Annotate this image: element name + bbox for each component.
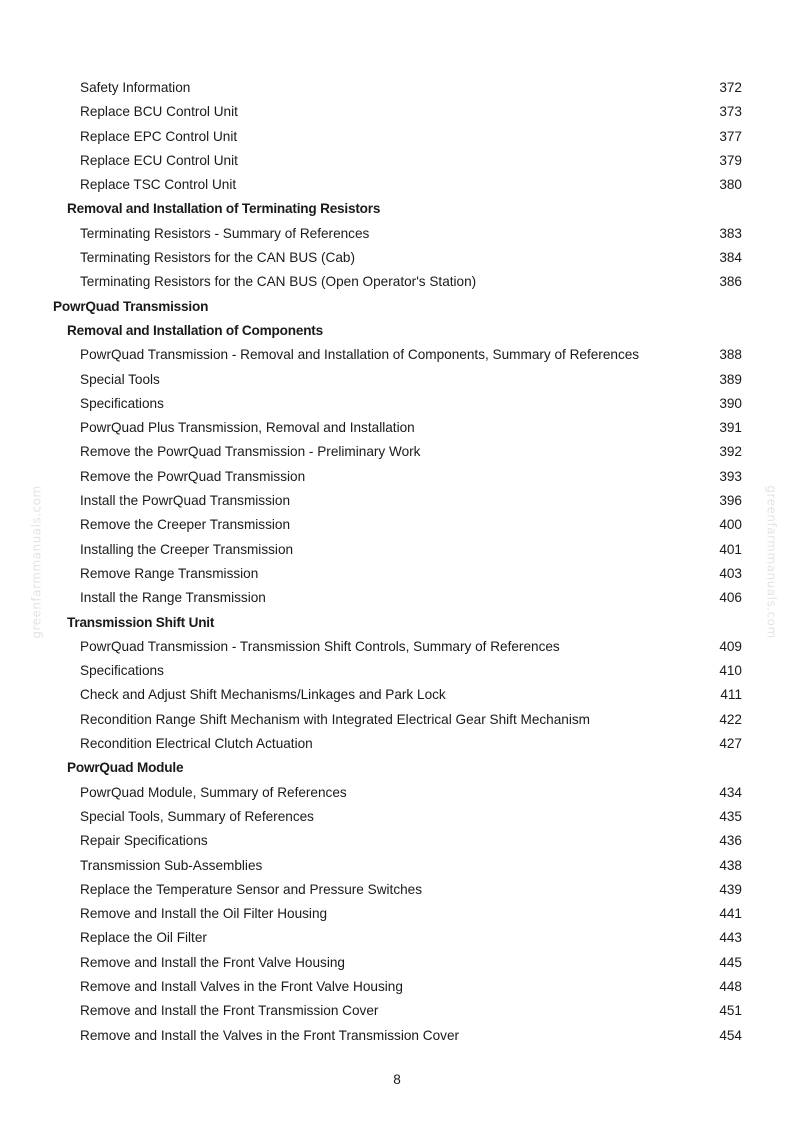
toc-entry-title: PowrQuad Transmission - Removal and Installation of Components, Summary of References [80,347,640,363]
toc-entry-title: Remove and Install the Front Transmission Cover [80,1003,379,1019]
toc-entry-page-number: 443 [719,930,742,946]
toc-entry-title: Remove Range Transmission [80,565,259,581]
toc-entry[interactable] [0,465,794,489]
toc-entry-page-number: 389 [719,371,742,387]
toc-entry-page-number: 388 [719,347,742,363]
toc-entry-title: Remove the Creeper Transmission [80,517,291,533]
toc-entry[interactable] [0,489,794,513]
toc-entry-title: Terminating Resistors for the CAN BUS (Cab) [80,250,355,266]
toc-entry-page-number: 379 [719,152,742,168]
toc-entry[interactable] [0,392,794,416]
toc-entry-title: Remove and Install Valves in the Front Valve Housing [80,978,403,994]
toc-entry[interactable] [0,1024,794,1048]
toc-entry[interactable] [0,659,794,683]
toc-entry[interactable] [0,562,794,586]
page-number: 8 [393,1072,401,1087]
toc-entry-title: Check and Adjust Shift Mechanisms/Linkages and Park Lock [80,687,446,703]
toc-entry[interactable] [0,270,794,294]
toc-entry-page-number: 400 [719,517,742,533]
toc-entry[interactable] [0,586,794,610]
toc-entry-title: Install the Range Transmission [80,590,266,606]
toc-entry-page-number: 383 [719,225,742,241]
toc-entry[interactable] [0,149,794,173]
toc-entry[interactable] [0,781,794,805]
toc-entry-title: Special Tools, Summary of References [80,808,314,824]
toc-entry-page-number: 377 [719,128,742,144]
toc-entry-title: PowrQuad Transmission - Transmission Shift Controls, Summary of References [80,638,560,654]
watermark-left: greenfarmmanuals.com [29,485,44,639]
toc-entry-title: Transmission Sub-Assemblies [80,857,263,873]
toc-entry-page-number: 427 [719,736,742,752]
toc-entry[interactable] [0,222,794,246]
toc-section-heading[interactable] [0,611,794,635]
toc-entry-title: Repair Specifications [80,833,208,849]
toc-entry-page-number: 410 [719,663,742,679]
watermark-right: greenfarmmanuals.com [764,485,779,639]
toc-entry-page-number: 441 [719,906,742,922]
toc-entry-title: Replace the Oil Filter [80,930,207,946]
toc-entry[interactable] [0,538,794,562]
toc-entry-title: Remove the PowrQuad Transmission [80,468,306,484]
toc-entry[interactable] [0,708,794,732]
toc-entry-page-number: 434 [719,784,742,800]
toc-entry-title: Replace BCU Control Unit [80,104,238,120]
toc-entry-page-number: 392 [719,444,742,460]
toc-entry-page-number: 454 [719,1027,742,1043]
toc-entry[interactable] [0,902,794,926]
toc-entry[interactable] [0,513,794,537]
toc-entry-title: PowrQuad Transmission [53,298,209,314]
toc-entry-title: Special Tools [80,371,160,387]
toc-entry-page-number: 373 [719,104,742,120]
toc-entry-page-number: 411 [720,687,742,703]
toc-entry-title: Replace the Temperature Sensor and Pressure Switches [80,881,423,897]
toc-entry-page-number: 439 [719,881,742,897]
toc-entry-page-number: 445 [719,954,742,970]
toc-entry-title: Remove and Install the Oil Filter Housing [80,906,328,922]
toc-entry-page-number: 372 [719,80,742,95]
toc-entry-title: PowrQuad Plus Transmission, Removal and Installation [80,420,415,436]
toc-section-heading[interactable] [0,756,794,780]
toc-entry-page-number: 436 [719,833,742,849]
toc-entry-title: Recondition Electrical Clutch Actuation [80,736,313,752]
toc-entry[interactable] [0,173,794,197]
toc-entry-page-number: 406 [719,590,742,606]
toc-entry-page-number: 386 [719,274,742,290]
toc-entry[interactable] [0,440,794,464]
toc-entry[interactable] [0,343,794,367]
toc-entry-title: Recondition Range Shift Mechanism with Integrated Electrical Gear Shift Mechanism [80,711,591,727]
toc-entry-page-number: 448 [719,978,742,994]
toc-section-heading[interactable] [0,319,794,343]
toc-entry[interactable] [0,246,794,270]
toc-entry[interactable] [0,878,794,902]
toc-entry[interactable] [0,926,794,950]
toc-entry-title: Terminating Resistors for the CAN BUS (Open Operator's Station) [80,274,477,290]
toc-entry[interactable] [0,854,794,878]
toc-entry-page-number: 391 [719,420,742,436]
toc-entry-title: Transmission Shift Unit [67,614,215,630]
toc-entry[interactable] [0,732,794,756]
toc-entry-page-number: 451 [719,1003,742,1019]
toc-entry-title: Replace TSC Control Unit [80,177,237,193]
toc-entry[interactable] [0,368,794,392]
toc-entry-page-number: 403 [719,565,742,581]
table-of-contents [0,76,794,1048]
toc-entry-page-number: 422 [719,711,742,727]
toc-entry-title: Specifications [80,395,164,411]
toc-entry-title: Install the PowrQuad Transmission [80,493,291,509]
toc-entry-title: Remove and Install the Front Valve Housing [80,954,345,970]
toc-entry-title: Removal and Installation of Terminating Resistors [67,201,381,217]
toc-entry-page-number: 390 [719,395,742,411]
toc-section-heading[interactable] [0,197,794,221]
toc-entry-page-number: 384 [719,250,742,266]
toc-entry-title: Specifications [80,663,164,679]
toc-entry[interactable] [0,951,794,975]
toc-chapter-heading[interactable] [0,295,794,319]
toc-entry-title: Remove and Install the Valves in the Front Transmission Cover [80,1027,460,1043]
toc-entry-page-number: 393 [719,468,742,484]
toc-entry-title: Replace EPC Control Unit [80,128,238,144]
toc-entry[interactable] [0,416,794,440]
toc-entry-title: PowrQuad Module [67,760,184,776]
toc-entry-title: Removal and Installation of Components [67,322,323,338]
toc-entry-page-number: 438 [719,857,742,873]
toc-entry[interactable] [0,975,794,999]
toc-entry[interactable] [0,829,794,853]
toc-entry-title: Replace ECU Control Unit [80,152,238,168]
toc-entry[interactable] [0,683,794,707]
toc-entry[interactable] [0,999,794,1023]
toc-entry-title: Installing the Creeper Transmission [80,541,294,557]
toc-entry-page-number: 380 [719,177,742,193]
toc-entry-title: Safety Information [80,80,191,95]
toc-entry[interactable] [0,805,794,829]
toc-entry[interactable] [0,635,794,659]
toc-entry-title: PowrQuad Module, Summary of References [80,784,347,800]
toc-entry-page-number: 401 [719,541,742,557]
toc-entry-page-number: 435 [719,808,742,824]
toc-entry-title: Remove the PowrQuad Transmission - Preliminary Work [80,444,421,460]
toc-entry-page-number: 396 [719,493,742,509]
toc-entry[interactable] [0,100,794,124]
toc-entry[interactable] [0,125,794,149]
toc-entry-title: Terminating Resistors - Summary of References [80,225,370,241]
toc-entry[interactable] [0,76,794,100]
toc-entry-page-number: 409 [719,638,742,654]
